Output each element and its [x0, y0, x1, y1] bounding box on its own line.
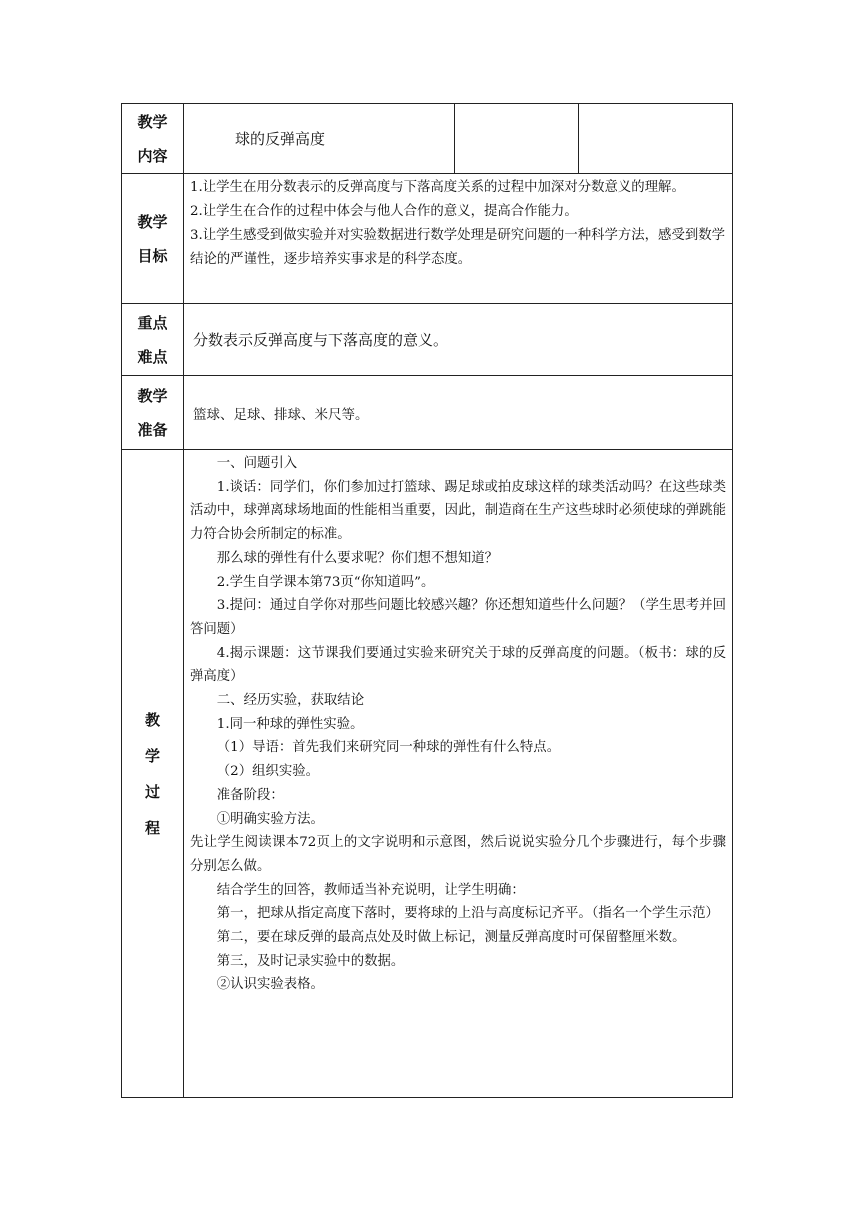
goals-text	[184, 174, 733, 304]
preparation-text: 篮球、足球、排球、米尺等。	[184, 376, 733, 450]
process-paragraph: 准备阶段：	[216, 787, 284, 803]
process-paragraph: 那么球的弹性有什么要求呢？你们想不想知道？	[216, 550, 498, 566]
goal-item: 2.让学生在合作的过程中体会与他人合作的意义，提高合作能力。	[190, 204, 578, 219]
process-paragraph: （2）组织实验。	[216, 764, 320, 780]
process-heading: 一、问题引入	[216, 456, 298, 471]
process-paragraph: 2.学生自学课本第73页“你知道吗”。	[216, 574, 435, 590]
process-text	[184, 450, 733, 1098]
process-paragraph: 第一，把球从指定高度下落时，要将球的上沿与高度标记齐平。（指名一个学生示范）	[216, 906, 719, 922]
process-paragraph: 结合学生的回答，教师适当补充说明，让学生明确：	[216, 882, 525, 898]
process-paragraph: 先让学生阅读课本72页上的文字说明和示意图，然后说说实验分几个步骤进行，每个步骤分别怎么做。	[190, 835, 726, 874]
label-preparation: 教学 准备	[122, 376, 184, 450]
process-heading: 二、经历实验，获取结论	[216, 693, 365, 709]
label-teaching-process: 教 学 过 程	[122, 450, 184, 1098]
process-paragraph: 1.谈话：同学们，你们参加过打篮球、踢足球或拍皮球这样的球类活动吗？在这些球类活动中，球弹离球场地面的性能相当重要，因此，制造商在生产这些球时必须使球的弹跳能力符合协会所制定的标准。	[190, 479, 726, 543]
process-paragraph: 3.提问：通过自学你对那些问题比较感兴趣？你还想知道些什么问题？（学生思考并回答问题）	[190, 598, 726, 637]
process-paragraph: 4.揭示课题：这节课我们要通过实验来研究关于球的反弹高度的问题。（板书：球的反弹高度）	[190, 645, 726, 685]
process-paragraph: 1.同一种球的弹性实验。	[216, 716, 364, 732]
row-preparation	[122, 376, 733, 450]
empty-cell-1	[455, 104, 579, 174]
empty-cell-2	[579, 104, 733, 174]
label-key-points: 重点 难点	[122, 304, 184, 376]
process-paragraph: （1）导语：首先我们来研究同一种球的弹性有什么特点。	[216, 740, 561, 756]
process-paragraph: ②认识实验表格。	[216, 977, 324, 993]
lesson-plan-table	[121, 103, 733, 1098]
lesson-topic: 球的反弹高度	[184, 104, 455, 174]
process-paragraph: ①明确实验方法。	[216, 811, 324, 827]
key-points-text: 分数表示反弹高度与下落高度的意义。	[184, 304, 733, 376]
row-teaching-process	[122, 450, 733, 1098]
row-teaching-content	[122, 104, 733, 174]
process-paragraph: 第二，要在球反弹的最高点处及时做上标记，测量反弹高度时可保留整厘米数。	[216, 930, 686, 946]
process-paragraph: 第三，及时记录实验中的数据。	[216, 953, 405, 969]
goal-item: 1.让学生在用分数表示的反弹高度与下落高度关系的过程中加深对分数意义的理解。	[190, 180, 685, 195]
row-teaching-goals	[122, 174, 733, 304]
goal-item: 3.让学生感受到做实验并对实验数据进行数学处理是研究问题的一种科学方法，感受到数学结论的严谨性，逐步培养实事求是的科学态度。	[190, 228, 726, 267]
label-teaching-content: 教学 内容	[122, 104, 184, 174]
row-key-points	[122, 304, 733, 376]
label-teaching-goals: 教学 目标	[122, 174, 184, 304]
